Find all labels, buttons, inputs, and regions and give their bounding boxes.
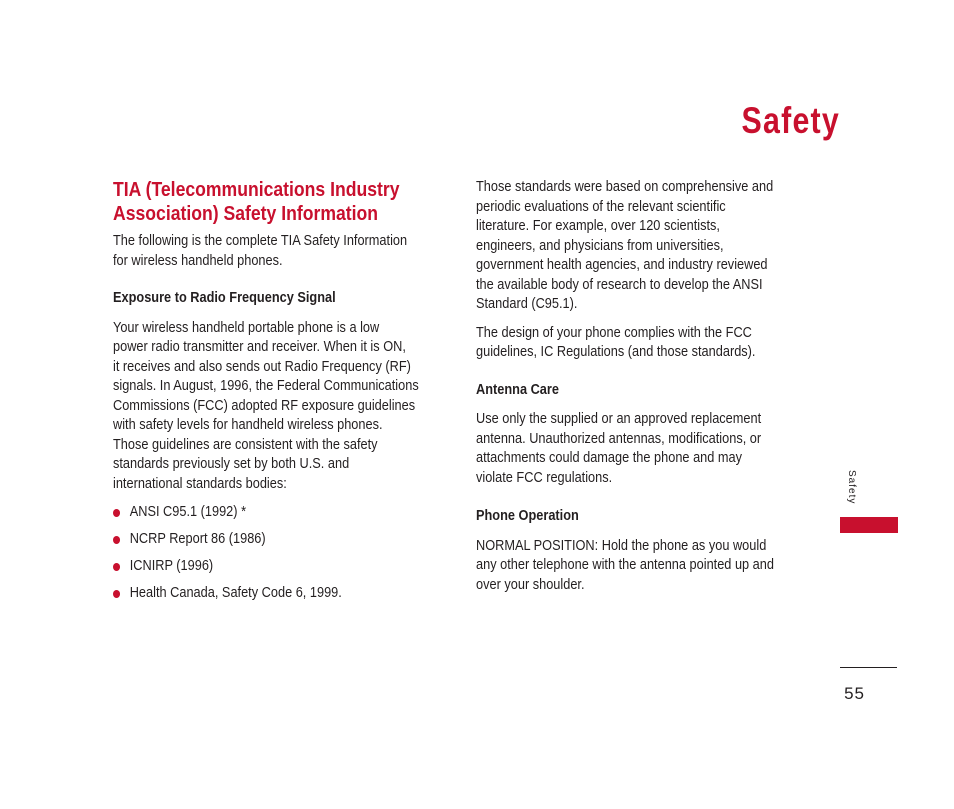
list-item — [113, 557, 447, 577]
intro-line: for wireless handheld phones. — [113, 252, 283, 269]
right-column-content — [476, 178, 810, 595]
bullet-icon — [113, 590, 120, 598]
left-column — [113, 178, 448, 611]
body-line: periodic evaluations of the relevant scientific — [476, 198, 726, 215]
bullet-icon — [113, 536, 120, 544]
page-number: 55 — [844, 684, 865, 703]
side-tab-marker — [840, 517, 898, 533]
bullet-text: Health Canada, Safety Code 6, 1999. — [129, 585, 342, 601]
body-line: power radio transmitter and receiver. When it is ON, — [113, 339, 406, 355]
body-line: it receives and also sends out Radio Frequency (RF) — [113, 358, 411, 375]
body-line: Commissions (FCC) adopted RF exposure guidelines — [113, 397, 416, 414]
body-line: The design of your phone complies with the FCC — [476, 324, 752, 341]
phone-operation-paragraph — [476, 537, 810, 596]
list-item — [113, 530, 447, 550]
body-line: literature. For example, over 120 scientists, — [476, 218, 720, 234]
compliance-paragraph — [476, 324, 810, 363]
body-line: Those standards were based on comprehensive and — [476, 179, 774, 195]
body-line: over your shoulder. — [476, 576, 585, 593]
bullet-text: ICNIRP (1996) — [129, 558, 214, 574]
subheading-rf-exposure: Exposure to Radio Frequency Signal — [113, 290, 336, 306]
body-line: the available body of research to develop the ANSI — [476, 276, 763, 293]
page-title: Safety — [741, 100, 840, 141]
rf-exposure-paragraph — [113, 319, 447, 495]
body-line: with safety levels for handheld wireless phones. — [113, 417, 383, 433]
body-line: engineers, and physicians from universities, — [476, 237, 724, 254]
body-line: antenna. Unauthorized antennas, modifications, or — [476, 430, 762, 447]
right-column — [476, 178, 811, 595]
standards-paragraph — [476, 178, 810, 315]
standards-bullet-list — [113, 503, 447, 604]
subheading-antenna-care: Antenna Care — [476, 381, 559, 398]
body-line: guidelines, IC Regulations (and those standards). — [476, 344, 756, 360]
body-line: Standard (C95.1). — [476, 296, 578, 312]
body-line: Those guidelines are consistent with the safety — [113, 436, 378, 453]
bullet-text: NCRP Report 86 (1986) — [129, 531, 266, 547]
section-heading-line-1: TIA (Telecommunications Industry — [113, 179, 400, 201]
body-line: standards previously set by both U.S. and — [113, 456, 350, 472]
body-line: any other telephone with the antenna pointed up and — [476, 557, 774, 573]
intro-line: The following is the complete TIA Safety Information — [113, 233, 408, 249]
bullet-icon — [113, 563, 120, 571]
body-line: government health agencies, and industry reviewed — [476, 257, 768, 273]
list-item — [113, 584, 447, 604]
left-column-content — [113, 178, 447, 604]
body-line: attachments could damage the phone and may — [476, 450, 743, 466]
list-item — [113, 503, 447, 523]
body-line: signals. In August, 1996, the Federal Communications — [113, 378, 419, 394]
side-tab-label: Safety — [846, 470, 857, 505]
body-line: NORMAL POSITION: Hold the phone as you would — [476, 537, 767, 554]
body-line: violate FCC regulations. — [476, 469, 613, 486]
body-line: international standards bodies: — [113, 475, 287, 492]
body-line: Your wireless handheld portable phone is a low — [113, 319, 380, 336]
subheading-phone-operation: Phone Operation — [476, 508, 579, 524]
footer-divider — [840, 667, 897, 668]
bullet-text: ANSI C95.1 (1992) * — [129, 504, 247, 520]
antenna-care-paragraph — [476, 410, 810, 488]
body-line: Use only the supplied or an approved replacement — [476, 411, 762, 427]
section-heading-line-2: Association) Safety Information — [113, 203, 379, 225]
bullet-icon — [113, 509, 120, 517]
